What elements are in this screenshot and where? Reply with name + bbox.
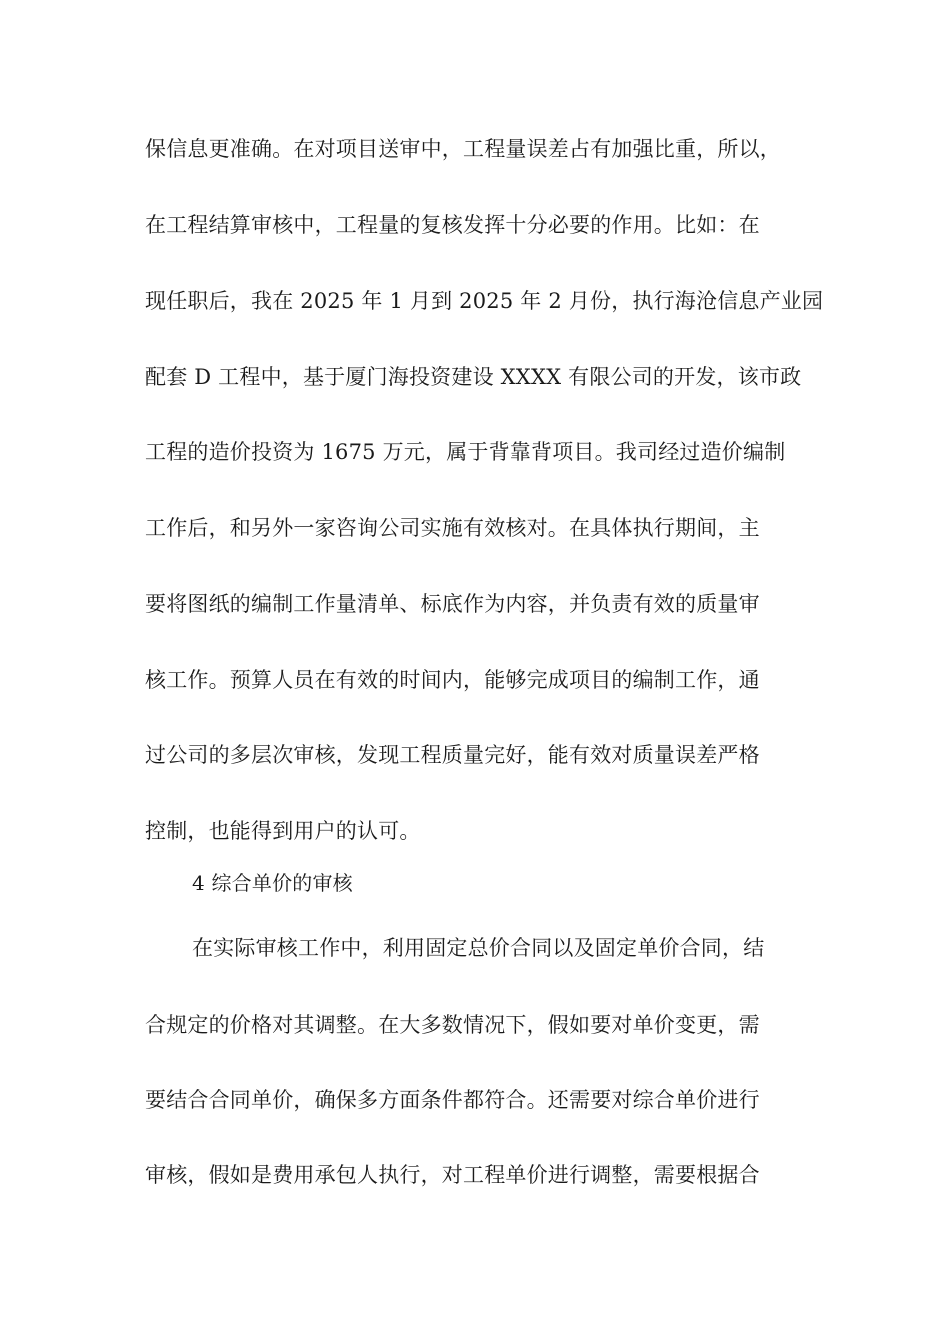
body-text-line: 审核，假如是费用承包人执行，对工程单价进行调整，需要根据合 [145,1163,760,1187]
body-text-line: 要结合合同单价，确保多方面条件都符合。还需要对综合单价进行 [145,1088,760,1112]
body-text-line: 配套 D 工程中，基于厦门海投资建设 XXXX 有限公司的开发，该市政 [145,365,802,389]
body-text-line: 合规定的价格对其调整。在大多数情况下，假如要对单价变更，需 [145,1013,760,1037]
body-text-line: 过公司的多层次审核，发现工程质量完好，能有效对质量误差严格 [145,743,760,767]
body-text-line: 要将图纸的编制工作量清单、标底作为内容，并负责有效的质量审 [145,592,760,616]
body-text-line: 工程的造价投资为 1675 万元，属于背靠背项目。我司经过造价编制 [145,440,786,464]
body-text-line: 核工作。预算人员在有效的时间内，能够完成项目的编制工作，通 [145,668,760,692]
body-text-line: 工作后，和另外一家咨询公司实施有效核对。在具体执行期间，主 [145,516,760,540]
section-heading: 4 综合单价的审核 [192,871,353,895]
body-text-line: 保信息更准确。在对项目送审中，工程量误差占有加强比重，所以， [145,137,781,161]
body-text-line: 在实际审核工作中，利用固定总价合同以及固定单价合同，结 [192,936,765,960]
body-text-line: 现任职后，我在 2025 年 1 月到 2025 年 2 月份，执行海沧信息产业园 [145,289,824,313]
body-text-line: 控制，也能得到用户的认可。 [145,819,421,843]
body-text-line: 在工程结算审核中，工程量的复核发挥十分必要的作用。比如：在 [145,213,760,237]
